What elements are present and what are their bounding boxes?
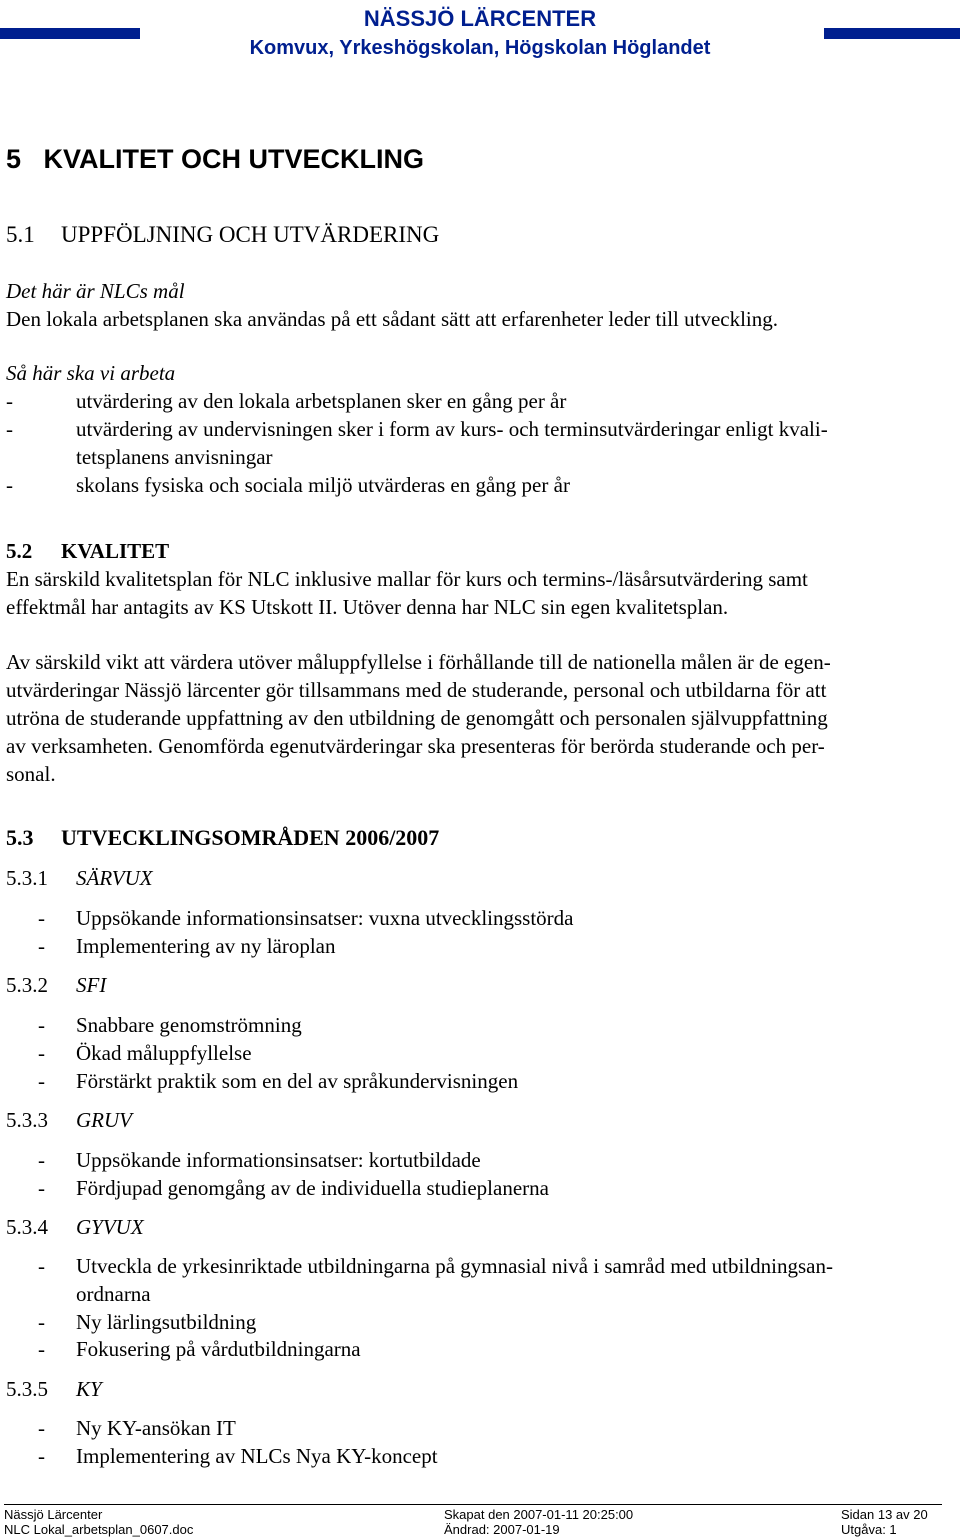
- s52-para2-line4: av verksamheten. Genomförda egenutvärderingar ska presenteras för berörda studerande och per-: [6, 734, 825, 758]
- list-item-text: Fokusering på vårdutbildningarna: [76, 1337, 361, 1361]
- s52-para2-line5: sonal.: [6, 762, 56, 786]
- dash: -: [6, 417, 13, 441]
- list-item: [38, 1442, 438, 1470]
- s52-para2-line1: Av särskild vikt att värdera utöver måluppfyllelse i förhållande till de nationella målen är de egen-: [6, 650, 831, 674]
- list-item: [38, 1174, 549, 1202]
- dash: -: [38, 906, 45, 930]
- subsection-title: GRUV: [76, 1108, 132, 1132]
- list-item: [38, 1067, 519, 1095]
- list-item: [38, 1414, 236, 1442]
- dash: -: [38, 1416, 45, 1440]
- subsection-num: 5.3.5: [6, 1377, 48, 1401]
- s52-heading: [6, 537, 170, 565]
- list-item-cont: ordnarna: [76, 1282, 151, 1306]
- subsection-title: SFI: [76, 973, 107, 997]
- list-item: [38, 1011, 302, 1039]
- footer-left-2: NLC Lokal_arbetsplan_0607.doc: [4, 1522, 194, 1537]
- subsection-heading: [6, 971, 107, 999]
- footer-right-1: Sidan 13 av 20: [841, 1507, 928, 1522]
- s52-para1-line1: En särskild kvalitetsplan för NLC inklusive mallar för kurs och termins-/läsårsutvärdering samt: [6, 567, 808, 591]
- list-item-text: Ny lärlingsutbildning: [76, 1310, 257, 1334]
- list-item-text: Ökad måluppfyllelse: [76, 1041, 252, 1065]
- dash: -: [38, 1310, 45, 1334]
- subsection-heading: [6, 1213, 144, 1241]
- footer-rule: [4, 1504, 942, 1505]
- list-item-text: Fördjupad genomgång av de individuella studieplanerna: [76, 1176, 549, 1200]
- subsection-heading: [6, 864, 153, 892]
- subsection-heading: [6, 1106, 132, 1134]
- dash: -: [38, 1013, 45, 1037]
- subsection-num: 5.3.2: [6, 973, 48, 997]
- s51-heading-text: UPPFÖLJNING OCH UTVÄRDERING: [61, 222, 440, 247]
- s52-heading-num: 5.2: [6, 539, 33, 563]
- list-item-text: Snabbare genomströmning: [76, 1013, 302, 1037]
- dash: -: [38, 1254, 45, 1278]
- footer-mid-1: Skapat den 2007-01-11 20:25:00: [444, 1507, 634, 1522]
- subsection-num: 5.3.3: [6, 1108, 48, 1132]
- dash: -: [38, 934, 45, 958]
- dash: -: [38, 1148, 45, 1172]
- subsection-num: 5.3.4: [6, 1215, 48, 1239]
- s53-heading: [6, 824, 440, 852]
- dash: -: [6, 389, 13, 413]
- footer-mid-2: Ändrad: 2007-01-19: [444, 1522, 560, 1537]
- subsection-heading: [6, 1375, 102, 1403]
- list-item-text: Utveckla de yrkesinriktade utbildningarna på gymnasial nivå i samråd med utbildningsan-: [76, 1254, 833, 1278]
- s52-para2-line2: utvärderingar Nässjö lärcenter gör tillsammans med de studerande, personal och utbildarna för att: [6, 678, 827, 702]
- s51-bullet-1: [6, 387, 567, 415]
- list-item-text: Implementering av NLCs Nya KY-koncept: [76, 1444, 438, 1468]
- s51-goal-text: Den lokala arbetsplanen ska användas på ett sådant sätt att erfarenheter leder till utveckling.: [6, 307, 779, 331]
- list-item-text: Förstärkt praktik som en del av språkundervisningen: [76, 1069, 519, 1093]
- s52-para1-line2: effektmål har antagits av KS Utskott II. Utöver denna har NLC sin egen kvalitetsplan.: [6, 595, 729, 619]
- s51-goal-label: Det här är NLCs mål: [6, 279, 185, 303]
- subsection-title: GYVUX: [76, 1215, 144, 1239]
- dash: -: [38, 1176, 45, 1200]
- s51-bullet-2-cont: tetsplanens anvisningar: [76, 445, 273, 469]
- s51-bullet-text: utvärdering av den lokala arbetsplanen sker en gång per år: [76, 389, 567, 413]
- list-item: [38, 1308, 257, 1336]
- subsection-title: KY: [76, 1377, 102, 1401]
- dash: -: [38, 1069, 45, 1093]
- dash: -: [6, 473, 13, 497]
- list-item-text: Uppsökande informationsinsatser: kortutbildade: [76, 1148, 481, 1172]
- s51-bullet-text: utvärdering av undervisningen sker i form av kurs- och terminsutvärderingar enligt kvali-: [76, 417, 828, 441]
- list-item: [38, 1146, 481, 1174]
- dash: -: [38, 1337, 45, 1361]
- s52-para2-line3: utröna de studerande uppfattning av den utbildning de genomgått och personalen självuppfattning: [6, 706, 828, 730]
- s51-bullet-text: skolans fysiska och sociala miljö utvärderas en gång per år: [76, 473, 570, 497]
- list-item: [38, 1252, 833, 1280]
- list-item: [38, 904, 574, 932]
- s51-heading: [6, 221, 440, 249]
- list-item: [38, 932, 336, 960]
- list-item: [38, 1335, 361, 1363]
- footer-right-2: Utgåva: 1: [841, 1522, 897, 1537]
- s51-bullet-3: [6, 471, 570, 499]
- header-subtitle: Komvux, Yrkeshögskolan, Högskolan Höglandet: [249, 37, 711, 59]
- list-item-text: Uppsökande informationsinsatser: vuxna utvecklingsstörda: [76, 906, 574, 930]
- subsection-num: 5.3.1: [6, 866, 48, 890]
- s53-heading-text: UTVECKLINGSOMRÅDEN 2006/2007: [61, 825, 440, 850]
- dash: -: [38, 1444, 45, 1468]
- s51-heading-num: 5.1: [6, 222, 35, 247]
- list-item-text: Ny KY-ansökan IT: [76, 1416, 236, 1440]
- section-5-title: 5 KVALITET OCH UTVECKLING: [6, 144, 425, 174]
- subsection-title: SÄRVUX: [76, 866, 153, 890]
- footer-left-1: Nässjö Lärcenter: [4, 1507, 103, 1522]
- header-org: NÄSSJÖ LÄRCENTER: [363, 6, 597, 31]
- list-item-text: Implementering av ny läroplan: [76, 934, 336, 958]
- s51-work-label: Så här ska vi arbeta: [6, 361, 176, 385]
- s53-heading-num: 5.3: [6, 825, 34, 850]
- s52-heading-text: KVALITET: [61, 539, 170, 563]
- dash: -: [38, 1041, 45, 1065]
- s51-bullet-2: [6, 415, 828, 443]
- list-item: [38, 1039, 252, 1067]
